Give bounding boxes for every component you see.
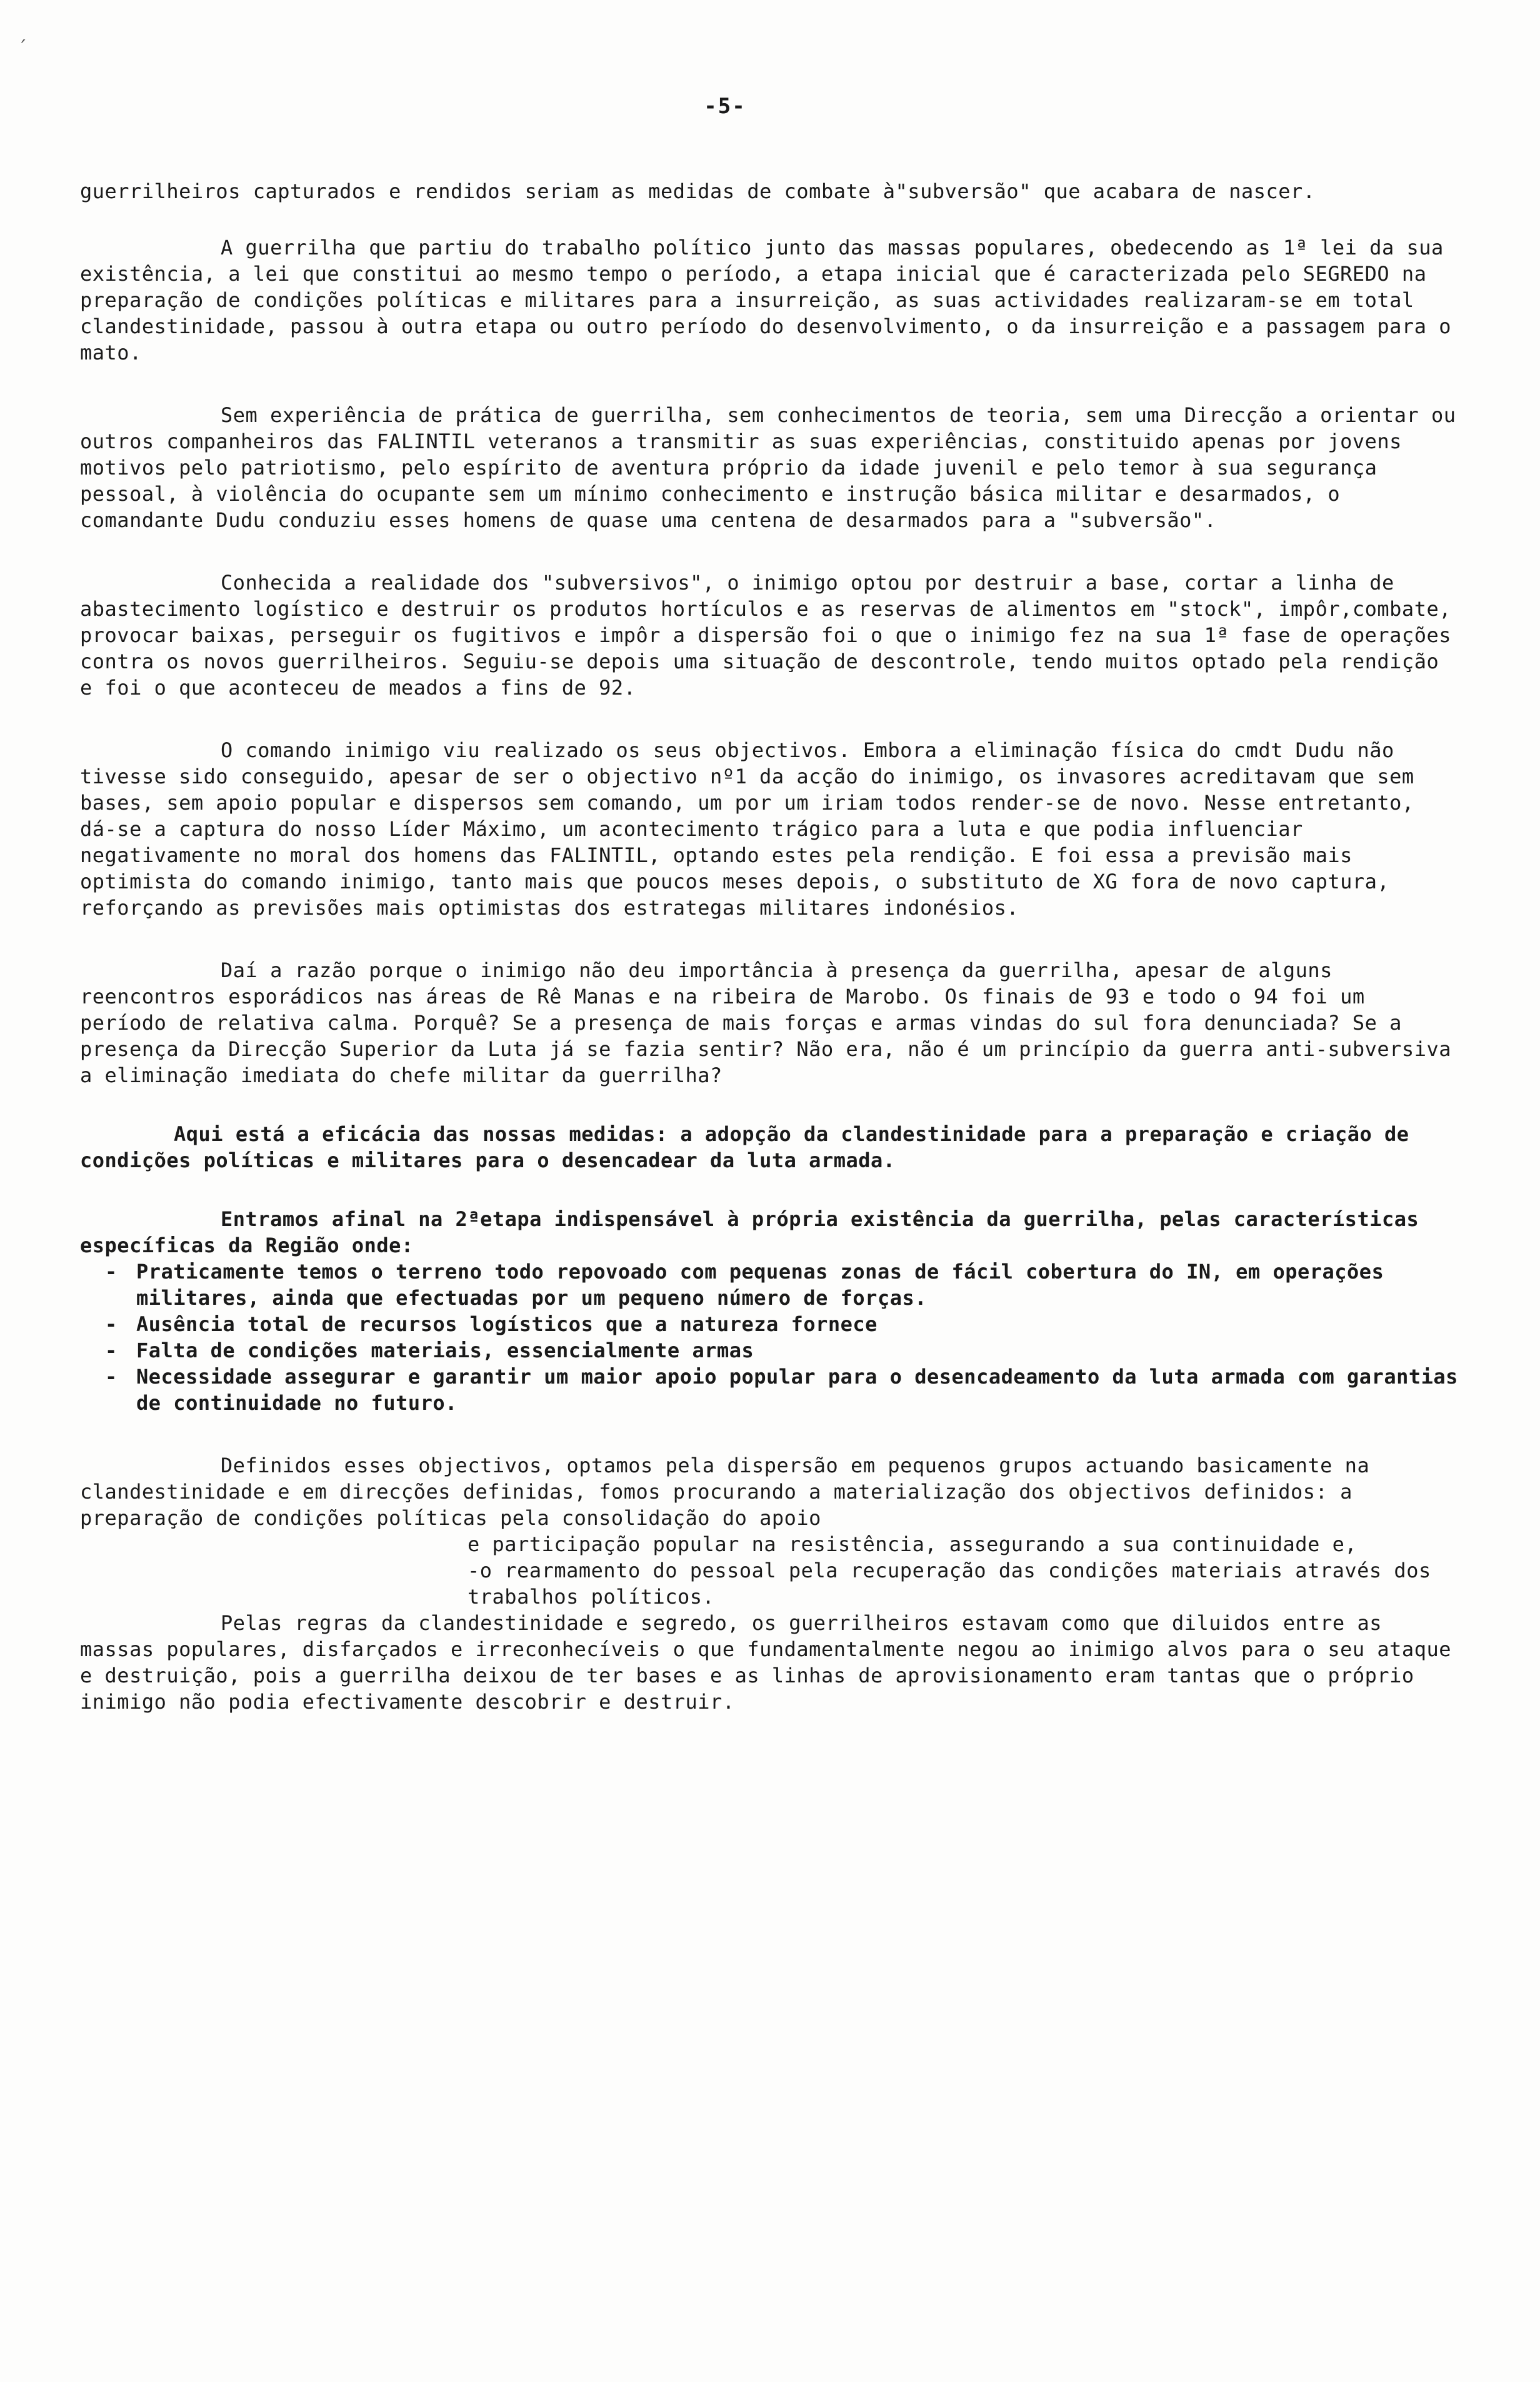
paragraph-definidos: Definidos esses objectivos, optamos pela dispersão em pequenos grupos actuando basicamente na clandestinidade e em direcções definidas, fomos procurando a materialização dos objectivos definidos: a preparação de condições políticas pela consolidação do apoio: [80, 1454, 1370, 1530]
list-item: - Necessidade assegurar e garantir um maior apoio popular para o desencadeamento da luta armada com garantias de continuidade no futuro.: [80, 1364, 1461, 1416]
paragraph-5: O comando inimigo viu realizado os seus objectivos. Embora a eliminação física do cmdt Dudu não tivesse sido conseguido, apesar de ser o objectivo nº1 da acção do inimigo, os invasores acreditavam que sem bases, sem apoio popular e dispersos sem comando, um por um iriam todos render-se de novo. Nesse entretanto, dá-se a captura do nosso Líder Máximo, um acontecimento trágico para a luta e que podia influenciar negativamente no moral dos homens das FALINTIL, optando estes pela rendição. E foi essa a previsão mais optimista do comando inimigo, tanto mais que poucos meses depois, o substituto de XG fora de novo captura, reforçando as previsões mais optimistas dos estrategas militares indonésios.: [80, 738, 1414, 920]
paragraph-etapa-intro: Entramos afinal na 2ªetapa indispensável à própria existência da guerrilha, pelas características específicas da Região onde:: [80, 1207, 1419, 1257]
document-body: [80, 178, 1461, 1715]
paragraph-3: Sem experiência de prática de guerrilha, sem conhecimentos de teoria, sem uma Direcção a orientar ou outros companheiros das FALINTIL veteranos a transmitir as suas experiências, constituido apenas por jovens motivos pelo patriotismo, pelo espírito de aventura próprio da idade juvenil e pelo temor à sua segurança pessoal, à violência do ocupante sem um mínimo conhecimento e instrução básica militar e desarmados, o comandante Dudu conduziu esses homens de quase uma centena de desarmados para a "subversão".: [80, 403, 1456, 532]
paragraph-4: Conhecida a realidade dos "subversivos", o inimigo optou por destruir a base, cortar a linha de abastecimento logístico e destruir os produtos hortículos e as reservas de alimentos em "stock", impôr,combate, provocar baixas, perseguir os fugitivos e impôr a dispersão foi o que o inimigo fez na sua 1ª fase de operações contra os novos guerrilheiros. Seguiu-se depois uma situação de descontrole, tendo muitos optado pela rendição e foi o que aconteceu de meados a fins de 92.: [80, 571, 1451, 700]
objectives-sublist: [80, 1531, 1461, 1610]
paragraph-aqui: Aqui está a eficácia das nossas medidas: a adopção da clandestinidade para a preparação e criação de condições políticas e militares para o desencadear da luta armada.: [80, 1122, 1409, 1172]
paragraph-1: guerrilheiros capturados e rendidos seriam as medidas de combate à"subversão" que acabara de nascer.: [80, 179, 1316, 203]
page-number: -5-: [704, 94, 746, 119]
paragraph-2: A guerrilha que partiu do trabalho político junto das massas populares, obedecendo as 1ª lei da sua existência, a lei que constitui ao mesmo tempo o período, a etapa inicial que é caracterizada pelo SEGREDO na preparação de condições políticas e militares para a insurreição, as suas actividades realizaram-se em total clandestinidade, passou à outra etapa ou outro período do desenvolvimento, o da insurreição e a passagem para o mato.: [80, 236, 1451, 364]
paragraph-final: Pelas regras da clandestinidade e segredo, os guerrilheiros estavam como que diluidos entre as massas populares, disfarçados e irreconhecíveis o que fundamentalmente negou ao inimigo alvos para o seu ataque e destruição, pois a guerrilha deixou de ter bases e as linhas de aprovisionamento eram tantas que o próprio inimigo não podia efectivamente descobrir e destruir.: [80, 1611, 1451, 1714]
list-item: - Ausência total de recursos logísticos que a natureza fornece: [80, 1311, 1461, 1337]
scan-mark: ˊ: [18, 38, 27, 59]
conditions-list: [80, 1259, 1461, 1416]
list-item: - Falta de condições materiais, essencialmente armas: [80, 1337, 1461, 1364]
list-item: -o rearmamento do pessoal pela recuperação das condições materiais através dos trabalhos políticos.: [468, 1559, 1431, 1609]
list-item: e participação popular na resistência, assegurando a sua continuidade e,: [468, 1532, 1358, 1556]
list-item: - Praticamente temos o terreno todo repovoado com pequenas zonas de fácil cobertura do IN, em operações militares, ainda que efectuadas por um pequeno número de forças.: [80, 1259, 1461, 1311]
paragraph-6: Daí a razão porque o inimigo não deu importância à presença da guerrilha, apesar de alguns reencontros esporádicos nas áreas de Rê Manas e na ribeira de Marobo. Os finais de 93 e todo o 94 foi um período de relativa calma. Porquê? Se a presença de mais forças e armas vindas do sul fora denunciada? Se a presença da Direcção Superior da Luta já se fazia sentir? Não era, não é um princípio da guerra anti-subversiva a eliminação imediata do chefe militar da guerrilha?: [80, 958, 1451, 1087]
